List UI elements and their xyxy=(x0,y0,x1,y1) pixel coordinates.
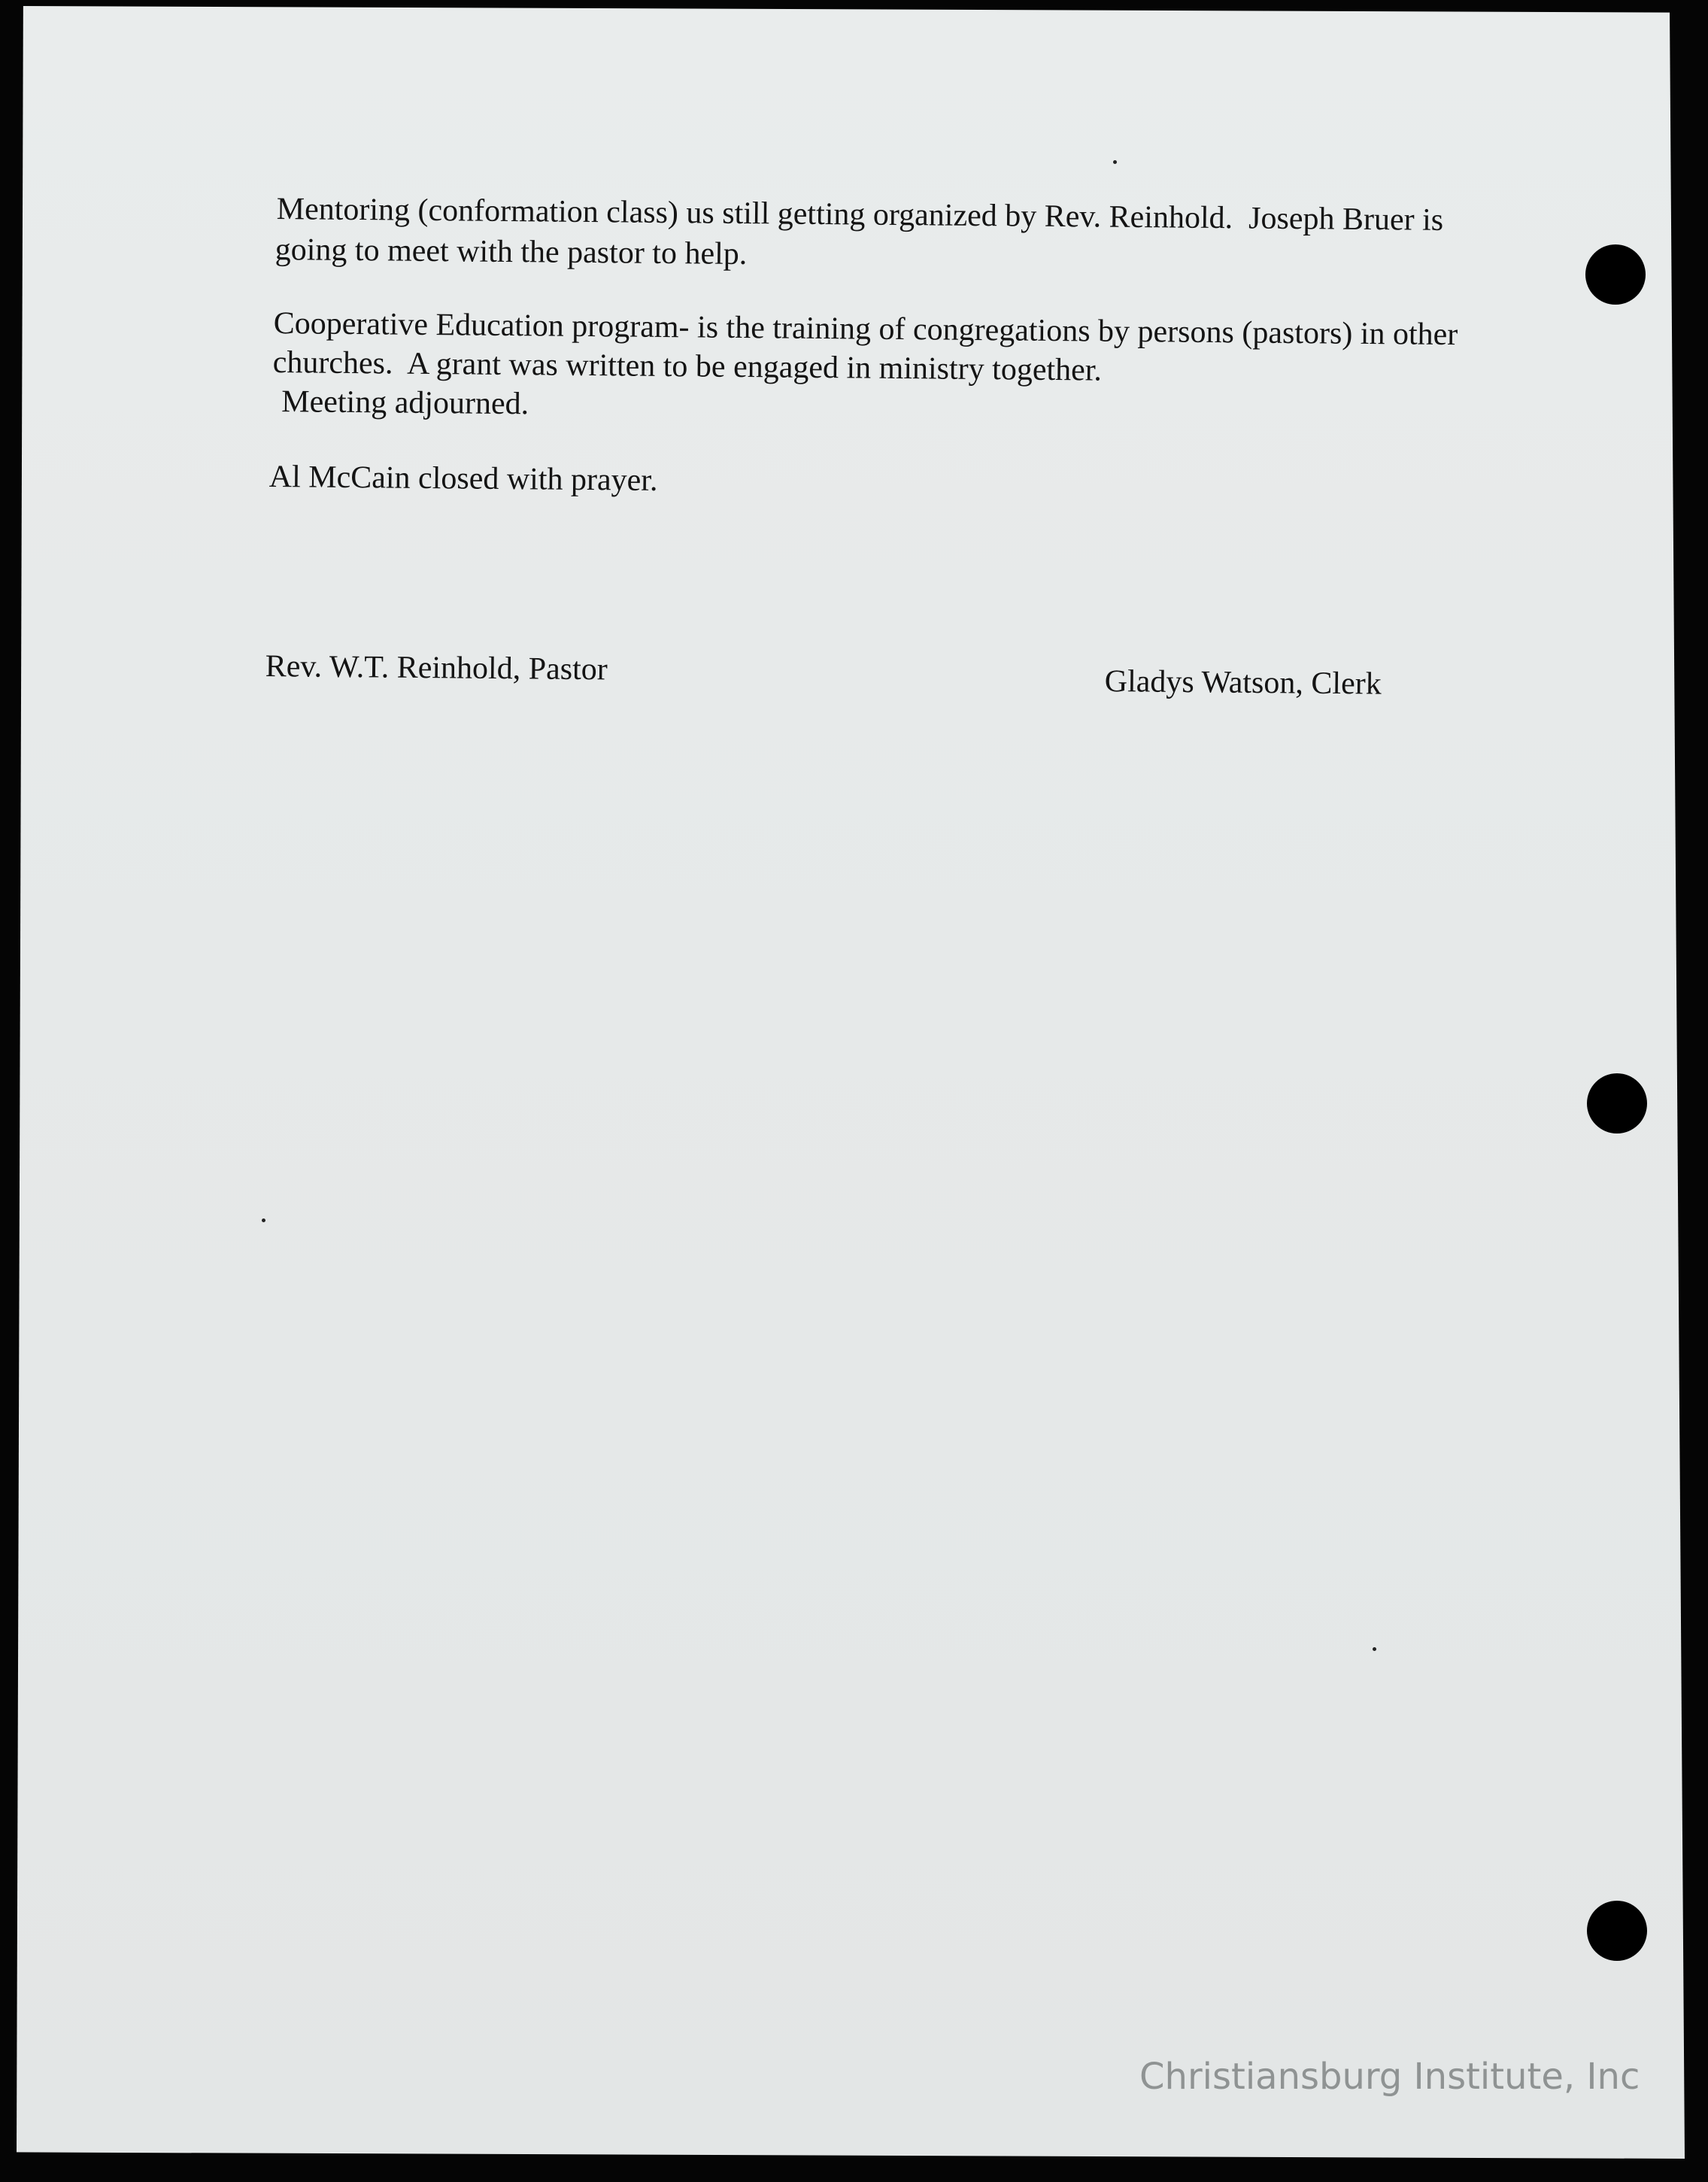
speck xyxy=(1113,160,1117,164)
punch-hole-bottom xyxy=(1587,1901,1647,1961)
punch-hole-middle xyxy=(1587,1073,1647,1133)
paragraph-line: Cooperative Education program- is the training of congregations by persons (pastors) in other xyxy=(273,305,1458,353)
punch-hole-top xyxy=(1585,244,1646,305)
speck xyxy=(1373,1647,1376,1651)
paragraph-line: Meeting adjourned. xyxy=(273,384,529,422)
paragraph-line: Mentoring (conformation class) us still getting organized by Rev. Reinhold. Joseph Bruer is xyxy=(276,191,1444,238)
pastor-signature: Rev. W.T. Reinhold, Pastor xyxy=(265,648,608,687)
watermark: Christiansburg Institute, Inc xyxy=(1139,2056,1640,2098)
paragraph-line: churches. A grant was written to be engaged in ministry together. xyxy=(272,344,1103,388)
paragraph-line: going to meet with the pastor to help. xyxy=(275,232,748,272)
speck xyxy=(262,1218,265,1222)
paragraph-line: Al McCain closed with prayer. xyxy=(268,459,658,498)
clerk-signature: Gladys Watson, Clerk xyxy=(1104,663,1382,702)
